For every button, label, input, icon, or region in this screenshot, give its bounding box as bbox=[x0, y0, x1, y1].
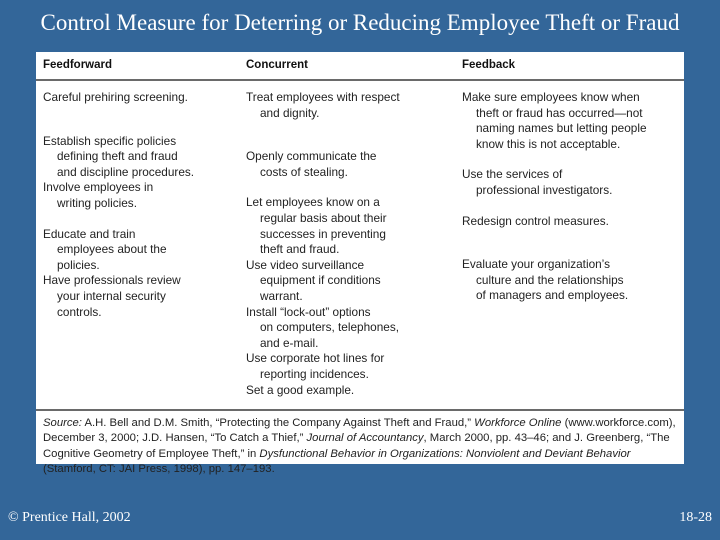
column-header-feedforward: Feedforward bbox=[43, 59, 113, 71]
source-title-2: Journal of Accountancy bbox=[306, 432, 424, 445]
source-title-1: Workforce Online bbox=[474, 417, 562, 429]
feedback-item-line: professional investigators. bbox=[476, 182, 613, 197]
concurrent-column bbox=[246, 90, 400, 398]
control-measures-table bbox=[36, 52, 684, 475]
header-divider bbox=[36, 79, 684, 81]
concurrent-item-line: equipment if conditions bbox=[260, 273, 381, 288]
copyright-footer: © Prentice Hall, 2002 bbox=[8, 510, 131, 525]
concurrent-item-line: on computers, telephones, bbox=[260, 320, 400, 335]
concurrent-item-line: Install “lock-out” options bbox=[246, 304, 371, 319]
feedback-item bbox=[462, 90, 647, 152]
concurrent-item-line: Use video surveillance bbox=[246, 257, 365, 272]
feedforward-item-line: writing policies. bbox=[57, 195, 137, 210]
feedback-item bbox=[462, 214, 647, 230]
concurrent-item bbox=[246, 383, 400, 399]
feedback-item-line: Evaluate your organization’s bbox=[462, 257, 610, 272]
concurrent-item-line: and dignity. bbox=[260, 105, 320, 120]
source-divider bbox=[36, 409, 684, 411]
feedforward-item bbox=[43, 273, 194, 320]
concurrent-item-line: Treat employees with respect bbox=[246, 90, 400, 104]
source-text-1: A.H. Bell and D.M. Smith, “Protecting the Company Against Theft and Fraud,” bbox=[81, 417, 475, 429]
source-text-3: , March 2000, pp. 43–46; and J. Greenberg, “The Cognitive Geometry of Employee Theft,” in bbox=[43, 432, 670, 460]
feedforward-item-line: your internal security bbox=[57, 288, 166, 303]
concurrent-item bbox=[246, 305, 400, 352]
column-header-concurrent: Concurrent bbox=[246, 59, 308, 71]
concurrent-item bbox=[246, 195, 400, 257]
feedforward-item-line: Involve employees in bbox=[43, 180, 154, 195]
slide-number: 18-28 bbox=[679, 510, 712, 525]
feedback-item-line: Use the services of bbox=[462, 167, 563, 182]
feedback-item-line: Make sure employees know when bbox=[462, 90, 640, 104]
feedforward-item-line: controls. bbox=[57, 304, 102, 319]
feedforward-item-line: employees about the bbox=[57, 242, 167, 257]
concurrent-item-line: costs of stealing. bbox=[260, 164, 348, 179]
feedforward-item-line: defining theft and fraud bbox=[57, 149, 178, 164]
concurrent-item-line: successes in preventing bbox=[260, 226, 386, 241]
concurrent-item-line: Let employees know on a bbox=[246, 195, 380, 210]
slide-title: Control Measure for Deterring or Reducing Employee Theft or Fraud bbox=[40, 10, 680, 35]
feedforward-column bbox=[43, 90, 194, 320]
feedforward-item-line: Educate and train bbox=[43, 226, 136, 241]
concurrent-item-line: and e-mail. bbox=[260, 335, 319, 350]
feedback-item-line: naming names but letting people bbox=[476, 121, 647, 136]
concurrent-item-line: theft and fraud. bbox=[260, 242, 340, 257]
feedback-item-line: Redesign control measures. bbox=[462, 213, 609, 228]
concurrent-item-line: Use corporate hot lines for bbox=[246, 351, 385, 366]
feedforward-item bbox=[43, 227, 194, 274]
feedforward-item-line: Have professionals review bbox=[43, 273, 181, 288]
concurrent-item bbox=[246, 90, 400, 121]
feedback-item-line: of managers and employees. bbox=[476, 288, 629, 303]
concurrent-item bbox=[246, 149, 400, 180]
feedforward-item bbox=[43, 90, 194, 106]
concurrent-item-line: Set a good example. bbox=[246, 382, 355, 397]
column-header-feedback: Feedback bbox=[462, 59, 516, 71]
feedback-item-line: theft or fraud has occurred—not bbox=[476, 105, 643, 120]
concurrent-item-line: Openly communicate the bbox=[246, 149, 377, 164]
source-text-2: (www.workforce.com), December 3, 2000; J.D. Hansen, “To Catch a Thief,” bbox=[43, 417, 676, 445]
source-citation bbox=[43, 416, 680, 477]
feedforward-item-line: Careful prehiring screening. bbox=[43, 90, 188, 104]
source-title-3: Dysfunctional Behavior in Organizations: Nonviolent and Deviant Behavior bbox=[259, 447, 631, 460]
concurrent-item-line: regular basis about their bbox=[260, 210, 387, 225]
feedback-item-line: culture and the relationships bbox=[476, 272, 624, 287]
source-text-4: (Stamford, CT: JAI Press, 1998), pp. 147–193. bbox=[43, 462, 275, 475]
feedforward-item bbox=[43, 134, 194, 181]
concurrent-item bbox=[246, 351, 400, 382]
feedforward-item-line: Establish specific policies bbox=[43, 133, 177, 148]
concurrent-item-line: warrant. bbox=[260, 288, 303, 303]
concurrent-item-line: reporting incidences. bbox=[260, 366, 369, 381]
source-label: Source: bbox=[43, 417, 82, 429]
feedforward-item bbox=[43, 180, 194, 211]
feedback-item bbox=[462, 167, 647, 198]
feedforward-item-line: and discipline procedures. bbox=[57, 164, 195, 179]
feedback-item-line: know this is not acceptable. bbox=[476, 136, 621, 151]
concurrent-item bbox=[246, 258, 400, 305]
feedforward-item-line: policies. bbox=[57, 257, 100, 272]
feedback-item bbox=[462, 257, 647, 304]
feedback-column bbox=[462, 90, 647, 304]
